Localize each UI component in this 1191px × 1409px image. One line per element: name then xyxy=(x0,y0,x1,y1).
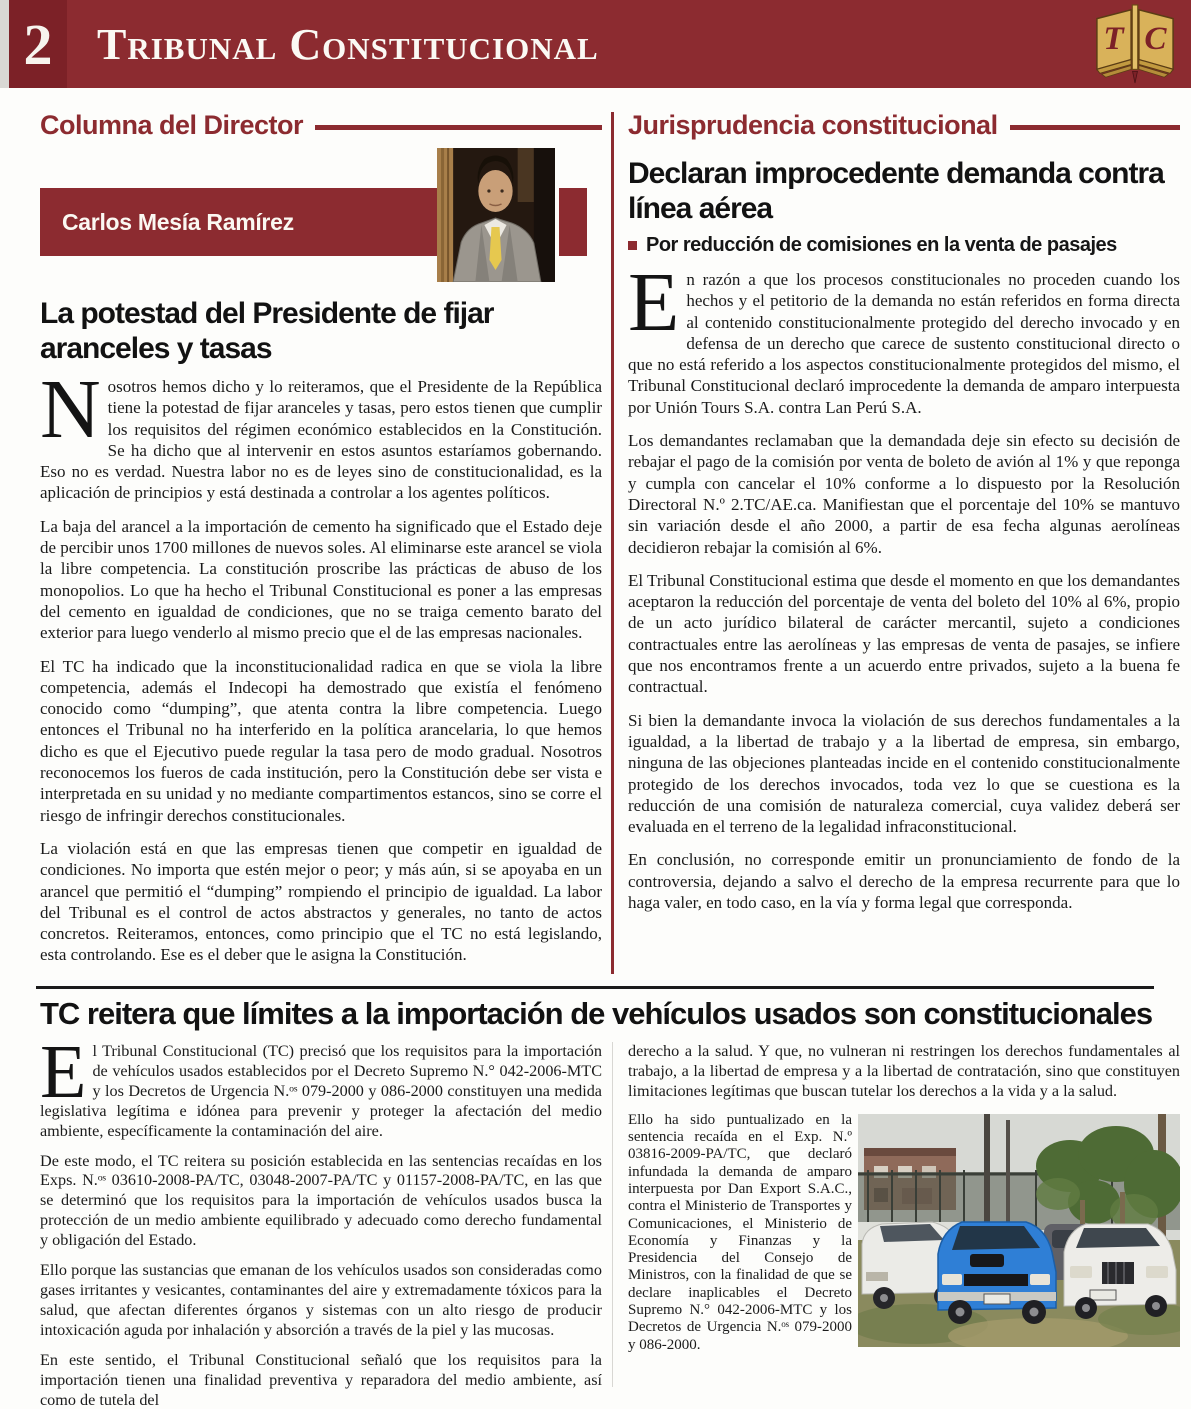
author-block xyxy=(40,144,602,290)
tc-book-logo-icon xyxy=(1089,3,1181,85)
author-bar-tab xyxy=(559,188,587,256)
bottom-paragraph: En este sentido, el Tribunal Constitucional señaló que los requisitos para la importación tienen una finalidad preventiva y reparadora del medio ambiente, así como de tutela del xyxy=(40,1350,602,1409)
photo-text-row xyxy=(628,1112,1180,1354)
bottom-paragraph xyxy=(40,1030,602,1142)
svg-text:T: T xyxy=(1103,19,1124,57)
bottom-paragraph: derecho a la salud. Y que, no vulneran ni restringen los derechos fundamentales al trabajo, a la libertad de empresa y a la libertad de contratación, sino que constituyen limitaciones legítimas que buscan tutelar los derechos a la vida y a la salud. xyxy=(628,1042,1180,1100)
paragraph-text: osotros hemos dicho y lo reiteramos, que el Presidente de la República tiene la potestad de fijar aranceles y tasas, pero estos tienen que cumplir los requisitos del régimen económico establecidos en la Constitución. Se ha dicho que al intervenir en estos asuntos estaríamos gobernando. Eso no es verdad. Nuestra labor no es de leyes sino de constitucionalidad, es la aplicación de principios y está destinada a controlar a los agentes políticos. xyxy=(40,377,602,503)
page-header xyxy=(0,0,1191,88)
author-name: Carlos Mesía Ramírez xyxy=(62,208,294,235)
author-name-bar xyxy=(40,188,440,256)
used-cars-photo xyxy=(858,1114,1180,1347)
juris-paragraph: En conclusión, no corresponde emitir un pronunciamiento de fondo de la controversia, dejando a salvo el derecho de la empresa recurrente para que lo haga valer, en todo caso, en la vía y forma legal que corresponda. xyxy=(628,850,1180,913)
bottom-left-column xyxy=(40,1030,602,1409)
dropcap: E xyxy=(628,256,680,349)
square-bullet-icon xyxy=(628,241,637,250)
svg-text:C: C xyxy=(1144,19,1167,57)
dropcap: N xyxy=(40,363,101,456)
director-section-title: Columna del Director xyxy=(40,109,304,140)
author-photo xyxy=(437,148,555,282)
director-paragraph: La violación está en que las empresas tienen que competir en igualdad de condiciones. No importa que estén mejor o peor; y más aún, si se apoyaba en un arancel que permitió el “dumping” rompiendo el principio de igualdad. La labor del Tribunal es el control de actos abstractos y generales, no tanto de actos concretos. Reiteramos, entonces, como principio que el TC no está legislando, esta controlando. Ese es el deber que le asigna la Constitución. xyxy=(40,838,602,965)
juris-paragraph: El Tribunal Constitucional estima que desde el momento en que los demandantes aceptaron la reducción del porcentaje de venta del boleto del 10% al 6%, propio de un acto jurídico bilateral de carácter mercantil, sujeto a condiciones contractuales entre las aerolíneas y las empresas de venta de pasajes, se infiere que nos encontramos frente a un acuerdo entre privados, sujeto a la buena fe contractual. xyxy=(628,570,1180,697)
section-divider-rule xyxy=(36,986,1154,989)
bottom-paragraph: Ello porque las sustancias que emanan de los vehículos usados son consideradas como gases irritantes y vesicantes, contaminantes del aire y extremadamente tóxicos para la salud, que afectan diferentes órganos y sistemas con un alto riesgo de producir intoxicación aguda por inhalación y absorción a través de la piel y las mucosas. xyxy=(40,1261,602,1339)
juris-section-title: Jurisprudencia constitucional xyxy=(628,109,998,140)
edge-strip xyxy=(0,0,9,88)
director-article-title: La potestad del Presidente de fijar aranceles y tasas xyxy=(40,297,494,365)
juris-subtitle xyxy=(628,234,1180,257)
juris-paragraph: Si bien la demandante invoca la violación de sus derechos fundamentales a la igualdad, a la libertad de trabajo y a la libertad de empresa, sin embargo, ninguna de las objeciones planteadas incide en el contenido constitucionalmente protegido de los derechos invocados, toda vez lo que se cuestiona es la reducción de una comisión de naturaleza comercial, cuya validez deberá ser evaluada en el terreno de la legalidad infraconstitucional. xyxy=(628,710,1180,837)
director-section-header xyxy=(40,108,602,142)
page-number: 2 xyxy=(9,0,67,88)
bottom-headline: TC reitera que límites a la importación de vehículos usados son constitucionales xyxy=(40,996,1153,1031)
juris-section-header xyxy=(628,108,1180,142)
jurisprudence-column xyxy=(628,108,1180,925)
bottom-paragraph-narrow: Ello ha sido puntualizado en la sentencia recaída en el Exp. N.º 03816-2009-PA/TC, que declaró infundada la demanda de amparo interpuesta por Dan Export S.A.C., contra el Ministerio de Transportes y Comunicaciones, el Ministerio de Economía y Finanzas y la Presidencia del Consejo de Ministros, con la finalidad de que se declare inaplicables el Decreto Supremo N.° 042-2006-MTC y los Decretos de Urgencia N.ᵒˢ 079-2000 y 086-2000. xyxy=(628,1111,852,1353)
dropcap: E xyxy=(40,1030,87,1114)
bottom-paragraph: De este modo, el TC reitera su posición establecida en las sentencias recaídas en los Exps. N.ᵒˢ 03610-2008-PA/TC, 03048-2007-PA/TC y 01157-2008-PA/TC, en las que se determinó que los requisitos para la importación de vehículos usados busca la protección de un medio ambiente equilibrado y adecuado como derecho fundamental y obligación del Estado. xyxy=(40,1151,602,1250)
bottom-right-column xyxy=(628,1042,1180,1354)
director-section-rule xyxy=(315,125,602,130)
juris-paragraph xyxy=(628,256,1180,418)
header-bar xyxy=(67,0,1191,88)
bottom-column-divider xyxy=(612,1042,613,1387)
juris-section-rule xyxy=(1010,125,1180,130)
director-column xyxy=(40,108,602,978)
juris-article-title: Declaran improcedente demanda contra línea aérea xyxy=(628,157,1164,225)
paragraph-text: n razón a que los procesos constitucionales no proceden cuando los hechos y el petitorio de la demanda no están referidos en forma directa al contenido constitucionalmente protegido del derecho invocado y en defensa de un derecho que carece de sustento constitucional directo o que no está referido a los aspectos constitucionalmente protegidos del mismo, el Tribunal Constitucional declaró improcedente la demanda de amparo interpuesta por Unión Tours S.A. contra Lan Perú S.A. xyxy=(628,270,1180,417)
director-paragraph: El TC ha indicado que la inconstitucionalidad radica en que se viola la libre competencia, además el Indecopi ha demostrado que existía el fenómeno conocido como “dumping”, que atenta contra la libre competencia. Luego entonces el Tribunal no ha interferido en la política arancelaria, lo que hemos dicho es que el Ejecutivo puede regular la tasa pero de modo gradual. Nosotros reconocemos los fueros de cada institución, pero la Constitución debe ser vista e interpretada en su unidad y no mediante compartimentos estancos, sino se corre el riesgo de infringir derechos constitucionales. xyxy=(40,656,602,825)
juris-paragraph: Los demandantes reclamaban que la demandada deje sin efecto su decisión de rebajar el pago de la comisión por venta de boleto de avión al 1% y que reponga y cumpla con cancelar el 10% conforme a lo dispuesto por la Resolución Directoral N.º 2.TC/AE.ca. Manifiestan que el porcentaje del 10% se mantuvo sin variación desde el año 2000, a partir de esa fecha algunas aerolíneas decidieron rebajar la comisión al 6%. xyxy=(628,431,1180,557)
director-paragraph: La baja del arancel a la importación de cemento ha significado que el Estado deje de percibir unos 1700 millones de nuevos soles. Al eliminarse este arancel se viola la libre competencia. La constitución proscribe las prácticas de abuso de los monopolios. Lo que ha hecho el Tribunal Constitucional es poner a las empresas del cemento en igualdad de condiciones, que no se traiga cemento barato del exterior para luego venderlo al mismo precio que el de las empresas nacionales. xyxy=(40,516,602,643)
paragraph-text: l Tribunal Constitucional (TC) precisó que los requisitos para la importación de vehículos usados establecidos por el Decreto Supremo N.° 042-2006-MTC y los Decretos de Urgencia N.ᵒˢ 079-2000 y 086-2000 constituyen una medida legislativa legítima e idónea para prevenir y proteger la afectación del medio ambiente, específicamente la contaminación del aire. xyxy=(40,1042,602,1140)
page-title: Tribunal Constitucional xyxy=(97,19,599,69)
column-divider xyxy=(611,112,614,974)
director-paragraph xyxy=(40,363,602,504)
juris-subtitle-text: Por reducción de comisiones en la venta de pasajes xyxy=(646,234,1117,256)
